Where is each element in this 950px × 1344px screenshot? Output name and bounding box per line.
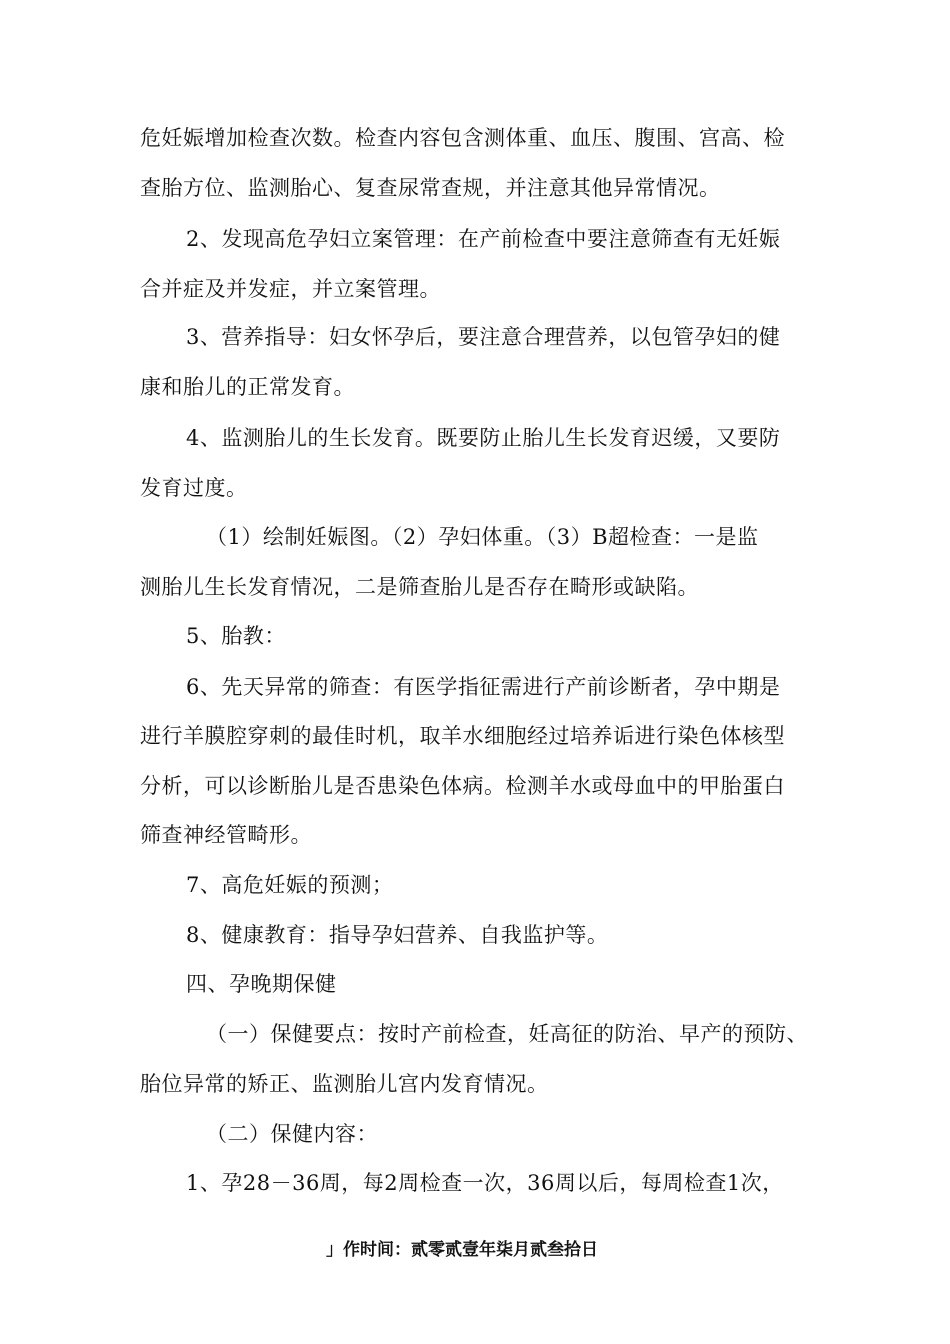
- text-line-14: 分析，可以诊断胎儿是否患染色体病。检测羊水或母血中的甲胎蛋白: [140, 774, 785, 798]
- page-footer: 」作时间：贰零贰壹年柒月贰叁拾日: [326, 1240, 598, 1260]
- text-line-4: 合并症及并发症，并立案管理。: [140, 277, 441, 301]
- text-line-3: 2、发现高危孕妇立案管理：在产前检查中要注意筛查有无妊娠: [186, 227, 781, 251]
- text-line-19: （一）保健要点：按时产前检查，妊高征的防治、早产的预防、: [206, 1022, 808, 1046]
- text-line-6: 康和胎儿的正常发育。: [140, 375, 355, 399]
- text-line-13: 进行羊膜腔穿刺的最佳时机，取羊水细胞经过培养诟进行染色体核型: [140, 724, 785, 748]
- section-heading: 四、孕晚期保健: [186, 972, 337, 996]
- text-line-11: 5、胎教：: [186, 624, 286, 648]
- text-line-12: 6、先天异常的筛查：有医学指征需进行产前诊断者，孕中期是: [186, 675, 781, 699]
- text-line-22: 1、孕28－36周，每2周检查一次，36周以后，每周检查1次，: [186, 1171, 784, 1195]
- text-line-7: 4、监测胎儿的生长发育。既要防止胎儿生长发育迟缓，又要防: [186, 426, 781, 450]
- text-line-16: 7、高危妊娠的预测；: [186, 873, 394, 897]
- text-line-5: 3、营养指导：妇女怀孕后，要注意合理营养，以包管孕妇的健: [186, 325, 781, 349]
- text-line-10: 测胎儿生长发育情况，二是筛查胎儿是否存在畸形或缺陷。: [140, 575, 699, 599]
- text-line-9: （1）绘制妊娠图。（2）孕妇体重。（3）B超检查：一是监: [206, 525, 759, 549]
- text-line-2: 查胎方位、监测胎心、复查尿常查规，并注意其他异常情况。: [140, 176, 721, 200]
- text-line-1: 危妊娠增加检查次数。检查内容包含测体重、血压、腹围、宫高、检: [140, 126, 785, 150]
- text-line-8: 发育过度。: [140, 476, 248, 500]
- text-line-21: （二）保健内容：: [206, 1122, 378, 1146]
- text-line-17: 8、健康教育：指导孕妇营养、自我监护等。: [186, 923, 609, 947]
- text-line-15: 筛查神经管畸形。: [140, 823, 312, 847]
- text-line-20: 胎位异常的矫正、监测胎儿宫内发育情况。: [140, 1072, 549, 1096]
